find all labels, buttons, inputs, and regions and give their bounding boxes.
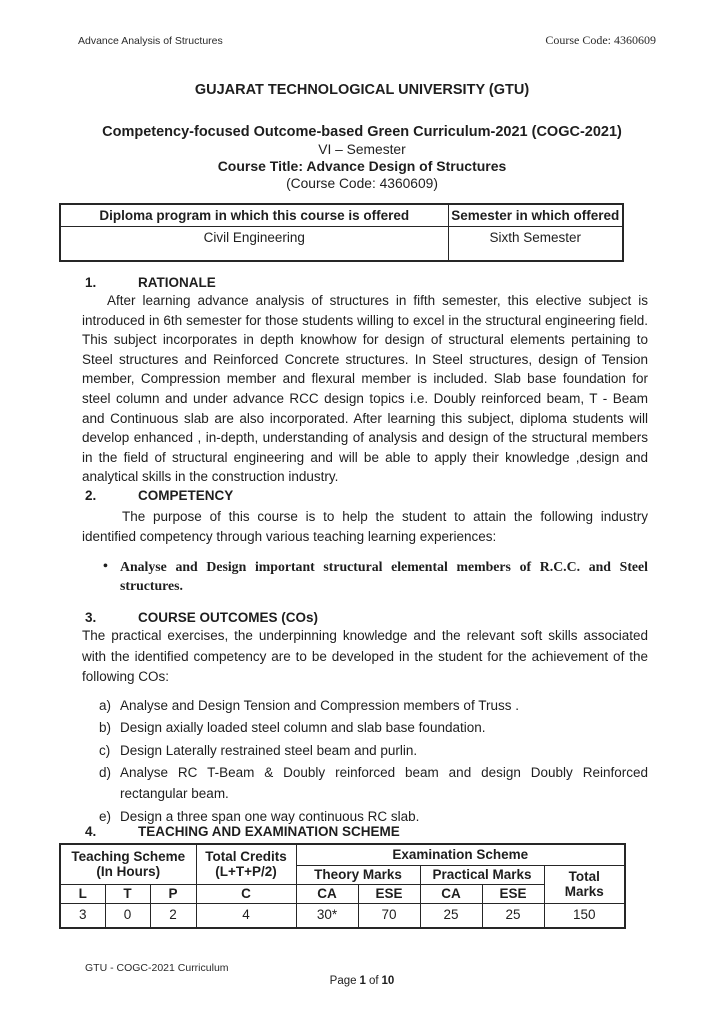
outcome-label-b: b) — [99, 720, 112, 736]
course-outcomes-list — [82, 695, 648, 827]
page-word: Page — [329, 975, 357, 987]
outcome-label-a: a) — [99, 697, 112, 713]
value-practical-ese: 25 — [482, 903, 544, 928]
offering-col1-value: Civil Engineering — [60, 226, 448, 261]
teaching-scheme-cell — [60, 844, 196, 884]
value-P: 2 — [150, 903, 196, 928]
col-practical-ca: CA — [420, 884, 482, 903]
competency-title: COMPETENCY — [138, 488, 234, 503]
rationale-heading — [82, 274, 648, 291]
section-rationale — [82, 274, 648, 487]
outcome-label-e: e) — [99, 808, 112, 824]
outcome-label-c: c) — [99, 742, 111, 758]
value-theory-ese: 70 — [358, 903, 420, 928]
col-practical-ese: ESE — [482, 884, 544, 903]
theory-marks-cell: Theory Marks — [296, 865, 420, 884]
outcome-text-c: Design Laterally restrained steel beam and purlin. — [120, 742, 418, 758]
page-number: 1 — [359, 975, 366, 987]
teaching-exam-title: TEACHING AND EXAMINATION SCHEME — [138, 824, 400, 839]
col-C: C — [196, 884, 296, 903]
title-block — [0, 81, 724, 192]
outcome-text-b: Design axially loaded steel column and slab base foundation. — [120, 720, 486, 736]
col-T: T — [105, 884, 150, 903]
rationale-paragraph: After learning advance analysis of structures in fifth semester, this elective subject is introduced in 6th semester for those students willing to excel in the structural engineering field. This subject incorporates in depth knowhow for design of structural elements pertaining to Steel structures and Reinforced Concrete structures. In Steel structures, design of Tension member, Compression member and flexural member is included. Slab base foundation for steel column and under advance RCC design topics i.e. Doubly reinforced beam, T - Beam and Continuous slab are also incorporated. After learning this subject, diploma students will develop enhanced , in-depth, understanding of analysis and design of the structural members in the field of structural engineering and will be able to apply their knowledge ,design and analytical skills in the construction industry. — [82, 293, 648, 485]
of-word: of — [368, 975, 379, 987]
scheme-header-row-3 — [60, 884, 625, 903]
course-code-line: (Course Code: 4360609) — [286, 176, 438, 191]
offering-table-value-row — [60, 226, 623, 261]
outcome-text-d: Analyse RC T-Beam & Doubly reinforced beam and design Doubly Reinforced rectangular beam. — [120, 765, 648, 802]
col-L: L — [60, 884, 105, 903]
value-practical-ca: 25 — [420, 903, 482, 928]
list-item — [82, 717, 648, 738]
bullet-marker: • — [103, 559, 108, 574]
page-number-label — [0, 975, 724, 987]
rationale-number: 1. — [85, 275, 97, 290]
total-credits-line2: (L+T+P/2) — [215, 864, 277, 880]
teaching-scheme-line2: (In Hours) — [96, 864, 161, 880]
offering-table-header-row — [60, 204, 623, 226]
value-C: 4 — [196, 903, 296, 928]
total-marks-line2: Marks — [564, 884, 604, 899]
offering-table — [59, 203, 624, 262]
col-theory-ese: ESE — [358, 884, 420, 903]
offering-col2-header: Semester in which offered — [448, 204, 623, 226]
col-P: P — [150, 884, 196, 903]
semester-line: VI – Semester — [318, 142, 406, 157]
teaching-scheme-line1: Teaching Scheme — [71, 849, 186, 865]
competency-bullet-item — [82, 557, 648, 595]
course-outcomes-number: 3. — [85, 610, 97, 625]
total-marks-line1: Total — [568, 869, 600, 884]
offering-col1-header: Diploma program in which this course is offered — [60, 204, 448, 226]
teaching-exam-number: 4. — [85, 824, 97, 839]
total-credits-line1: Total Credits — [205, 849, 287, 865]
scheme-table — [59, 843, 626, 929]
scheme-values-row — [60, 903, 625, 928]
course-outcomes-paragraph: The practical exercises, the underpinning knowledge and the relevant soft skills associated with the identified competency are to be developed in the student for the achievement of the following COs: — [82, 628, 648, 685]
value-L: 3 — [60, 903, 105, 928]
competency-paragraph: The purpose of this course is to help the student to attain the following industry identified competency through various teaching learning experiences: — [82, 509, 648, 544]
col-theory-ca: CA — [296, 884, 358, 903]
scheme-header-row-1 — [60, 844, 625, 865]
competency-bullet-text: Analyse and Design important structural elemental members of R.C.C. and Steel structures. — [120, 559, 648, 593]
header-course-name: Advance Analysis of Structures — [78, 35, 223, 47]
course-outcomes-heading — [82, 609, 648, 626]
university-title: GUJARAT TECHNOLOGICAL UNIVERSITY (GTU) — [194, 82, 530, 98]
rationale-title: RATIONALE — [138, 275, 216, 290]
practical-marks-cell: Practical Marks — [420, 865, 544, 884]
running-header — [78, 33, 656, 48]
total-credits-cell — [196, 844, 296, 884]
offering-col2-value: Sixth Semester — [448, 226, 623, 261]
value-total-marks: 150 — [544, 903, 625, 928]
section-competency — [82, 487, 648, 595]
list-item — [82, 695, 648, 716]
list-item — [82, 762, 648, 804]
header-course-code: Course Code: 4360609 — [545, 33, 656, 47]
competency-number: 2. — [85, 488, 97, 503]
footer-curriculum-label: GTU - COGC-2021 Curriculum — [85, 962, 229, 974]
section-teaching-exam-heading — [82, 823, 400, 840]
examination-scheme-cell: Examination Scheme — [296, 844, 625, 865]
outcome-text-e: Design a three span one way continuous RC slab. — [120, 808, 420, 824]
curriculum-title: Competency-focused Outcome-based Green Curriculum-2021 (COGC-2021) — [102, 124, 622, 140]
course-outcomes-title: COURSE OUTCOMES (COs) — [138, 610, 319, 625]
total-marks-cell — [544, 865, 625, 903]
outcome-text-a: Analyse and Design Tension and Compression members of Truss . — [120, 697, 519, 713]
section-course-outcomes — [82, 609, 648, 828]
value-T: 0 — [105, 903, 150, 928]
list-item — [82, 740, 648, 761]
total-pages: 10 — [381, 975, 395, 987]
competency-heading — [82, 487, 648, 504]
value-theory-ca: 30* — [296, 903, 358, 928]
course-title-line: Course Title: Advance Design of Structures — [217, 158, 507, 174]
outcome-label-d: d) — [99, 765, 112, 781]
